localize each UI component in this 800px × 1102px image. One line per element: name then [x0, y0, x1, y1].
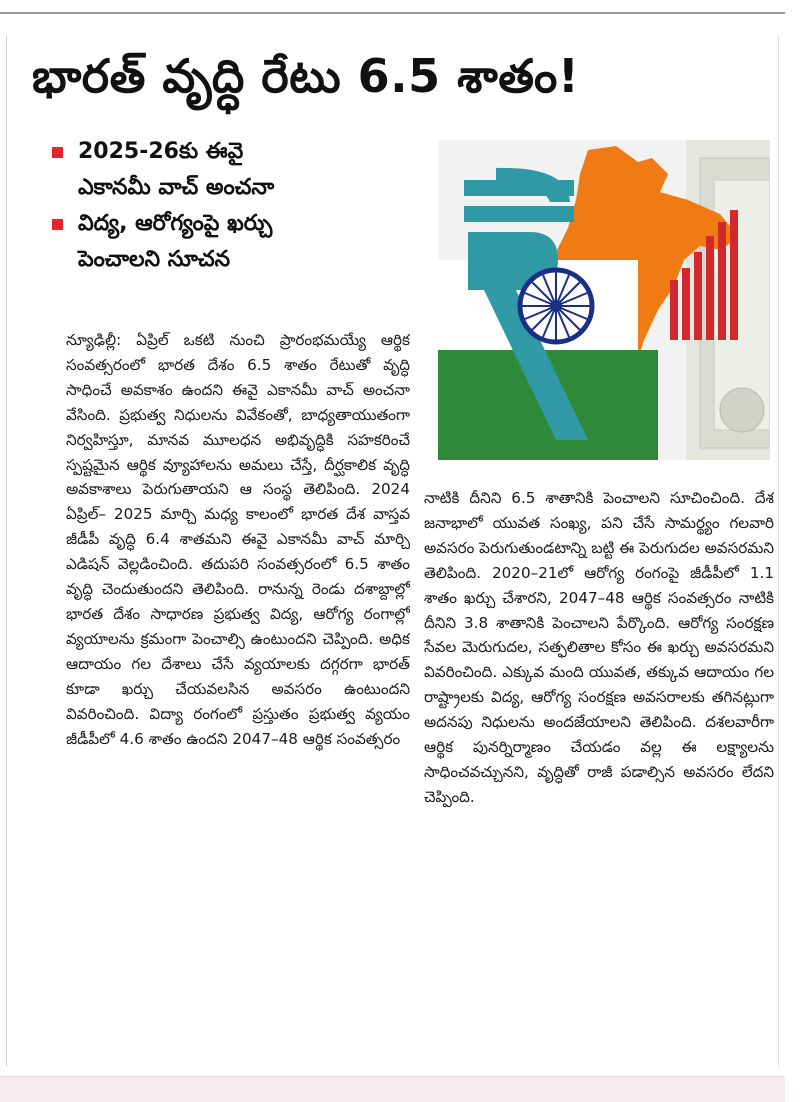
bullet-square-icon — [52, 219, 63, 230]
article-body-column-right — [424, 486, 774, 1068]
page-top-rule — [0, 0, 785, 14]
ashoka-chakra-icon — [520, 270, 592, 342]
india-growth-illustration — [438, 140, 770, 460]
article-headline: భారత్ వృద్ధి రేటు 6.5 శాతం! — [32, 49, 580, 103]
bullet-square-icon — [52, 147, 63, 158]
article-body-right-text: నాటికి దీనిని 6.5 శాతానికి పెంచాలని సూచించింది. దేశ జనాభాలో యువత సంఖ్య, పని చేసే సామర్థ్యం గలవారి అవసరం పెరుగుతుండటాన్ని బట్టి ఈ పెరుగుదల అవసరమని తెలిపింది. 2020–21లో ఆరోగ్య రంగంపై జీడీపీలో 1.1 శాతం ఖర్చు చేశారని, 2047–48 ఆర్థిక సంవత్సరం నాటికి దీనిని 3.8 శాతానికి పెంచాలని పేర్కొంది. ఆరోగ్య సంరక్షణ సేవల మెరుగుదల, సత్ఫలితాల కోసం ఈ ఖర్చు అవసరమని వివరించింది. ఎక్కువ మంది యువత, తక్కువ ఆదాయం గల రాష్ట్రాలకు విద్య, ఆరోగ్య సంరక్షణ అవసరాలకు తగినట్లుగా అదనపు నిధులను అందజేయాలని తెలిపింది. దశలవారీగా ఆర్థిక పునర్నిర్మాణం చేయడం వల్ల ఈ లక్ష్యాలను సాధించవచ్చునని, వృద్ధితో రాజీ పడాల్సిన అవసరం లేదని చెప్పింది. — [424, 489, 774, 806]
column-right-border — [778, 36, 779, 1066]
sub-headline-2-line-2: పెంచాలని సూచన — [78, 247, 231, 272]
article-body-column-left — [66, 328, 410, 1068]
sub-headline-1-line-1: 2025-26కు ఈవై — [78, 139, 244, 164]
column-left-border — [0, 36, 7, 1066]
sub-headline-2 — [52, 206, 412, 278]
page-bottom-band — [0, 1076, 785, 1102]
sub-headline-1-line-2: ఎకానమీ వాచ్ అంచనా — [78, 175, 275, 200]
sub-headline-2-line-1: విద్య, ఆరోగ్యంపై ఖర్చు — [78, 211, 273, 236]
sub-headline-list — [52, 134, 412, 278]
article-body-left-text: న్యూఢిల్లీ: ఏప్రిల్ ఒకటి నుంచి ప్రారంభమయ్యే ఆర్థిక సంవత్సరంలో భారత దేశం 6.5 శాతం రేటుతో వృద్ధి సాధించే అవకాశం ఉందని ఈవై ఎకానమీ వాచ్ అంచనా వేసింది. ప్రభుత్వ నిధులను వివేకంతో, బాధ్యతాయుతంగా నిర్వహిస్తూ, మానవ మూలధన అభివృద్ధికి సహకరించే స్పష్టమైన ఆర్థిక వ్యూహాలను అమలు చేస్తే, దీర్ఘకాలిక వృద్ధి అవకాశాలు పెరుగుతాయని ఆ సంస్థ తెలిపింది. 2024 ఏప్రిల్– 2025 మార్చి మధ్య కాలంలో భారత దేశ వాస్తవ జీడీపీ వృద్ధి 6.4 శాతమని ఈవై ఎకానమీ వాచ్ మార్చి ఎడిషన్ వెల్లడించింది. తదుపరి సంవత్సరంలో 6.5 శాతం వృద్ధి చెందుతుందని తెలిపింది. రానున్న రెండు దశాబ్దాల్లో భారత దేశం సాధారణ ప్రభుత్వ విద్య, ఆరోగ్య రంగాల్లో వ్యయాలను క్రమంగా పెంచాల్సి ఉంటుందని చెప్పింది. అధిక ఆదాయం గల దేశాలు చేసే వ్యయాలకు దగ్గరగా భారత్ కూడా ఖర్చు చేయవలసిన అవసరం ఉంటుందని వివరించింది. విద్యా రంగంలో ప్రస్తుతం ప్రభుత్వ వ్యయం జీడీపీలో 4.6 శాతం ఉందని 2047–48 ఆర్థిక సంవత్సరం — [66, 331, 410, 748]
article-photo — [438, 140, 770, 460]
sub-headline-1 — [52, 134, 412, 206]
